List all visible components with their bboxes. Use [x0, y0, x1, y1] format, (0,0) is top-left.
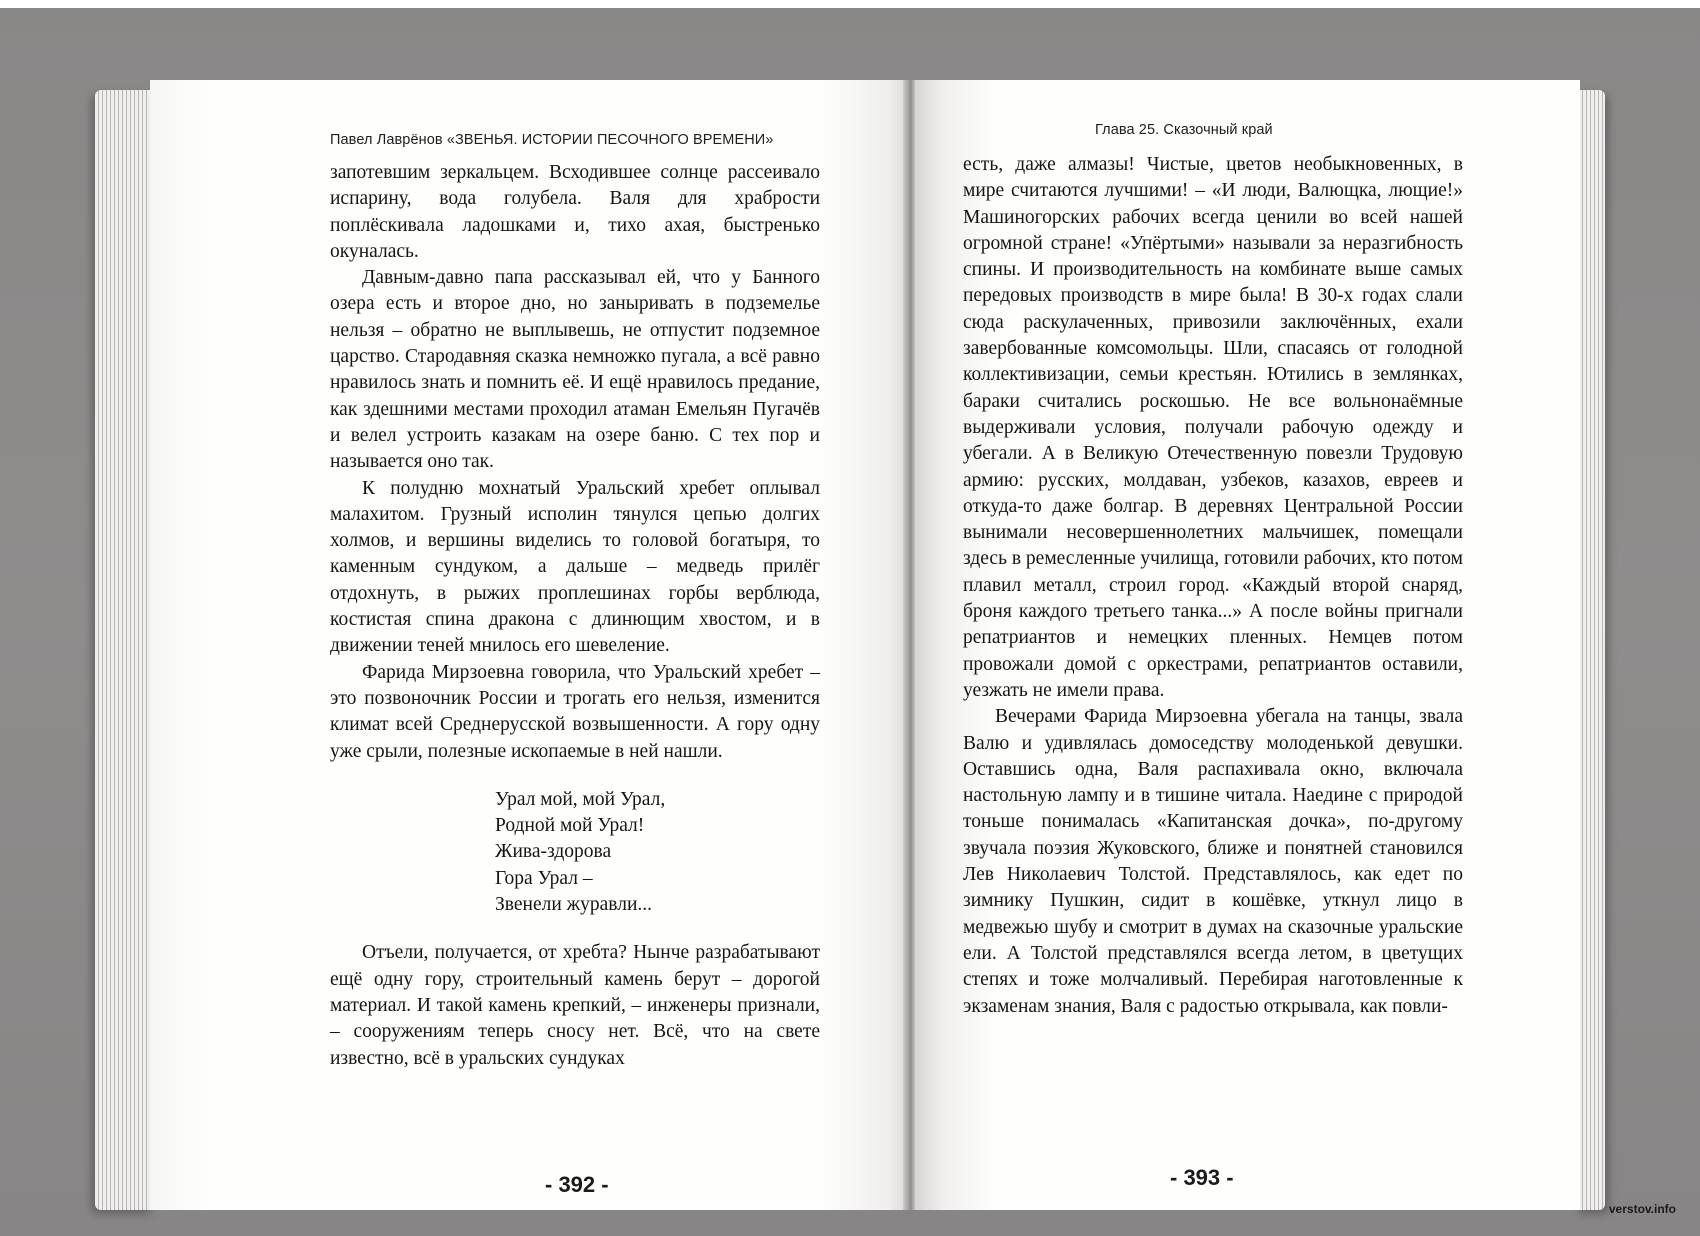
poem-line: Жива-здорова	[495, 841, 612, 863]
poem	[495, 787, 820, 918]
left-paragraph-5: Отъели, получается, от хребта? Нынче разрабатывают ещё одну гору, строительный камень берут – дорогой материал. И такой камень крепкий, – инженеры признали, – сооружениям теперь сносу нет. Всё, что на свете известно, всё в уральских сундуках	[330, 942, 820, 1069]
left-body-text	[330, 160, 820, 1072]
left-running-head: Павел Лаврёнов «ЗВЕНЬЯ. ИСТОРИИ ПЕСОЧНОГО ВРЕМЕНИ»	[330, 132, 774, 148]
right-page	[915, 80, 1580, 1210]
poem-line: Родной мой Урал!	[495, 815, 645, 837]
poem-line: Звенели журавли...	[495, 894, 653, 916]
poem-line: Урал мой, мой Урал,	[495, 788, 666, 810]
left-paragraph-3: К полудню мохнатый Уральский хребет оплывал малахитом. Грузный исполин тянулся цепью долгих холмов, и вершины виделись то головой богатыря, то каменным сундуком, а дальше – медведь прилёг отдохнуть, в рыжих проплешинах горбы верблюда, костистая спина дракона с длинющим хвостом, и в движении теней мнилось его шевеление.	[330, 477, 820, 657]
left-page-edges	[95, 90, 155, 1210]
poem-line: Гора Урал –	[495, 867, 593, 889]
left-page-number: - 392 -	[545, 1172, 609, 1197]
site-watermark: verstov.info	[1608, 1202, 1676, 1216]
right-paragraph-2: Вечерами Фарида Мирзоевна убегала на танцы, звала Валю и удивлялась домоседству молоденькой девушки. Оставшись одна, Валя распахивала окно, включала настольную лампу и в тишине читала. Наедине с природой тоньше понималась «Капитанская дочка», по-другому звучала поэзия Жуковского, ближе и понятней становился Лев Николаевич Толстой. Представлялось, как едет по зимнику Пушкин, сидит в кошёвке, уткнул лицо в медвежью шубу и смотрит в думах на сказочные уральские ели. А Толстой представлялся всегда летом, в цветущих степях и тоже молчаливый. Перебирая наготовленные к экзаменам знания, Валя с радостью открывала, как повли-	[963, 706, 1463, 1017]
left-paragraph-2: Давным-давно папа рассказывал ей, что у Банного озера есть и второе дно, но заныривать в подземелье нельзя – обратно не выплывешь, не отпустит подземное царство. Стародавняя сказка немножко пугала, а всё равно нравилось знать и помнить её. И ещё нравилось предание, как здешними местами проходил атаман Емельян Пугачёв и велел устроить казакам на озере баню. С тех пор и называется оно так.	[330, 267, 820, 473]
right-paragraph-1: есть, даже алмазы! Чистые, цветов необыкновенных, в мире считаются лучшими! – «И люди, Валющка, лющие!» Машиногорских рабочих всегда ценили во всей нашей огромной стране! «Упёртыми» называли за неразгибность спины. И производительность на комбинате выше самых передовых производств в мире была! В 30-х годах слали сюда раскулаченных, привозили заключённых, ехали завербованные комсомольцы. Шли, спасаясь от голодной коллективизации, семьи крестьян. Ютились в землянках, бараки считались роскошью. Не все вольнонаёмные выдерживали условия, получали рабочую одежду и убегали. А в Великую Отечественную повезли Трудовую армию: русских, молдаван, узбеков, казахов, евреев и откуда-то даже болгар. В деревнях Центральной России вынимали несовершеннолетних мальчишек, помещали здесь в ремесленные училища, готовили рабочих, кто потом плавил металл, строил город. «Каждый второй снаряд, броня каждого третьего танка...» А после войны пригнали репатриантов и немецких пленных. Немцев потом провожали домой с оркестрами, репатриантов оставили, уезжать не имели права.	[963, 154, 1463, 701]
right-running-head: Глава 25. Сказочный край	[1095, 122, 1273, 138]
left-page	[150, 80, 910, 1210]
open-book	[95, 72, 1605, 1222]
right-body-text	[963, 152, 1463, 1020]
right-page-number: - 393 -	[1170, 1165, 1234, 1190]
left-paragraph-1: запотевшим зеркальцем. Всходившее солнце рассеивало испарину, вода голубела. Валя для храбрости поплёскивала ладошками и, тихо ахая, быстренько окуналась.	[330, 162, 820, 262]
left-paragraph-4: Фарида Мирзоевна говорила, что Уральский хребет – это позвоночник России и трогать его нельзя, изменится климат всей Среднерусской возвышенности. А гору одну уже срыли, полезные ископаемые в ней нашли.	[330, 661, 820, 762]
scan-top-strip	[0, 0, 1700, 8]
